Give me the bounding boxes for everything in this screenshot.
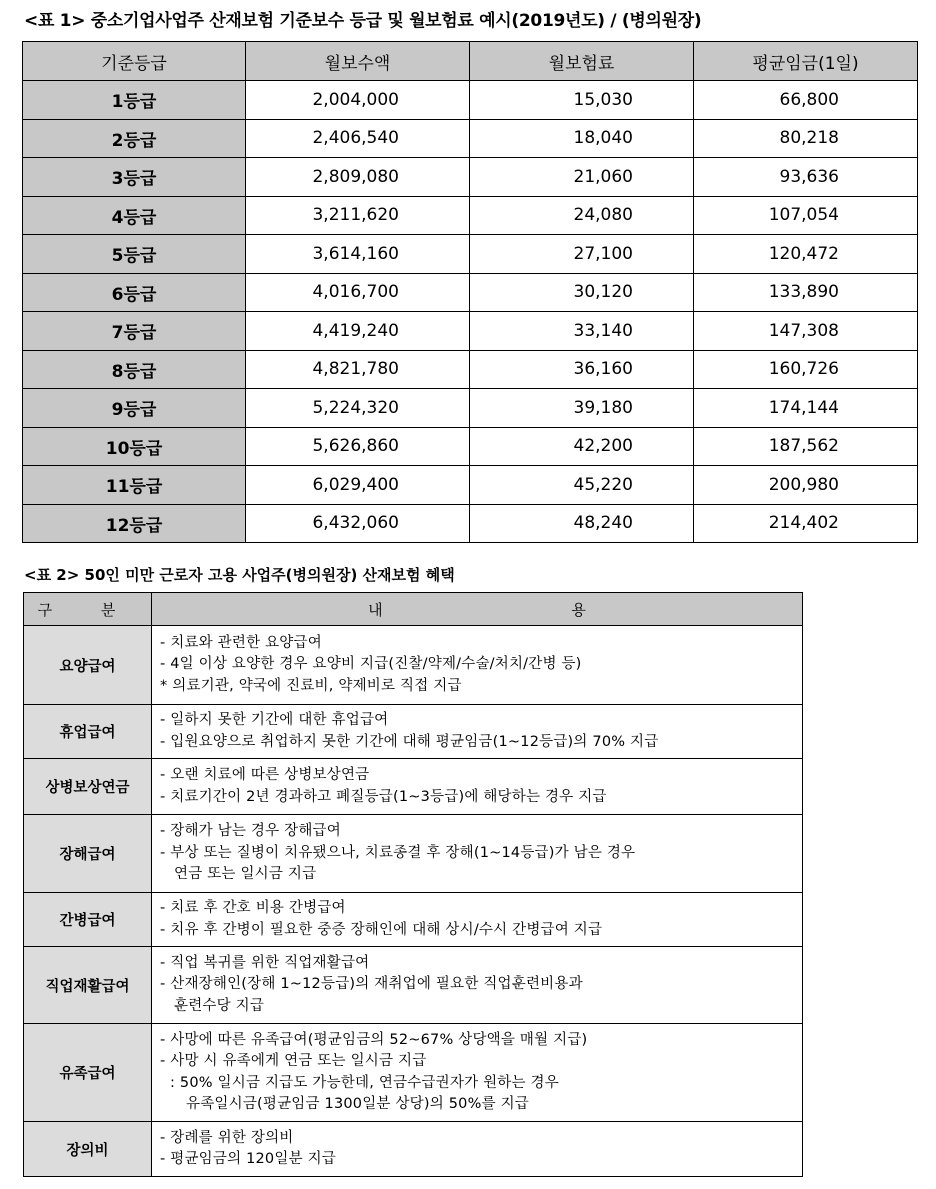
description-line: - 사망에 따른 유족급여(평균임금의 52~67% 상당액을 매월 지급) <box>160 1031 588 1048</box>
monthly-pay-cell: 2,004,000 <box>246 81 470 120</box>
monthly-pay-cell: 3,211,620 <box>246 196 470 235</box>
benefit-row <box>24 705 803 759</box>
benefit-row <box>24 759 803 815</box>
monthly-pay-cell: 4,419,240 <box>246 312 470 351</box>
benefit-description <box>152 626 803 705</box>
monthly-premium-cell: 42,200 <box>470 427 694 466</box>
grade-cell: 8등급 <box>23 350 246 389</box>
description-line: - 장해가 남는 경우 장해급여 <box>160 823 341 840</box>
monthly-premium-cell: 36,160 <box>470 350 694 389</box>
table1-title: <표 1> 중소기업사업주 산재보험 기준보수 등급 및 월보험료 예시(2019년도) / (병의원장) <box>24 11 702 31</box>
benefit-row <box>24 1024 803 1122</box>
grade-cell: 9등급 <box>23 389 246 428</box>
average-wage-cell: 147,308 <box>694 312 918 351</box>
average-wage-cell: 160,726 <box>694 350 918 389</box>
description-line: - 치료 후 간호 비용 간병급여 <box>160 900 346 916</box>
average-wage-cell: 174,144 <box>694 389 918 428</box>
monthly-premium-cell: 15,030 <box>470 81 694 120</box>
benefit-row <box>24 626 803 705</box>
monthly-premium-cell: 48,240 <box>470 504 694 543</box>
benefit-row <box>24 815 803 893</box>
grade-cell: 11등급 <box>23 466 246 505</box>
benefit-description <box>152 705 803 759</box>
benefit-description <box>152 947 803 1024</box>
table-row <box>23 158 918 197</box>
average-wage-cell: 80,218 <box>694 119 918 158</box>
benefit-description <box>152 893 803 947</box>
benefit-description <box>152 815 803 893</box>
grade-cell: 12등급 <box>23 504 246 543</box>
column-header-monthly-premium: 월보험료 <box>470 42 694 81</box>
monthly-pay-cell: 3,614,160 <box>246 235 470 274</box>
description-line: 연금 또는 일시금 지급 <box>174 866 317 883</box>
benefit-category: 유족급여 <box>24 1024 152 1122</box>
monthly-pay-cell: 2,809,080 <box>246 158 470 197</box>
monthly-pay-cell: 5,626,860 <box>246 427 470 466</box>
grade-cell: 1등급 <box>23 81 246 120</box>
monthly-pay-cell: 5,224,320 <box>246 389 470 428</box>
monthly-premium-cell: 18,040 <box>470 119 694 158</box>
description-line: 유족일시금(평균임금 1300일분 상당)의 50%를 지급 <box>186 1096 529 1112</box>
average-wage-cell: 93,636 <box>694 158 918 197</box>
column-header-monthly-pay: 월보수액 <box>246 42 470 81</box>
benefit-category: 장해급여 <box>24 815 152 893</box>
benefit-description <box>152 1122 803 1177</box>
description-line: - 치료와 관련한 요양급여 <box>160 634 322 651</box>
benefit-category: 직업재활급여 <box>24 947 152 1024</box>
average-wage-cell: 120,472 <box>694 235 918 274</box>
benefit-category: 상병보상연금 <box>24 759 152 815</box>
benefit-row <box>24 947 803 1024</box>
benefit-category: 간병급여 <box>24 893 152 947</box>
benefits-table <box>23 592 803 1177</box>
description-line: - 입원요양으로 취업하지 못한 기간에 대해 평균임금(1~12등급)의 70% 지급 <box>160 733 659 750</box>
description-line: - 4일 이상 요양한 경우 요양비 지급(진찰/약제/수술/처치/간병 등) <box>160 656 582 673</box>
table2-title: <표 2> 50인 미만 근로자 고용 사업주(병의원장) 산재보험 혜택 <box>24 566 455 584</box>
grade-cell: 2등급 <box>23 119 246 158</box>
description-line: - 사망 시 유족에게 연금 또는 일시금 지급 <box>160 1053 427 1069</box>
grade-cell: 10등급 <box>23 427 246 466</box>
average-wage-cell: 133,890 <box>694 273 918 312</box>
description-line: - 치유 후 간병이 필요한 중증 장해인에 대해 상시/수시 간병급여 지급 <box>160 921 603 938</box>
description-line: - 일하지 못한 기간에 대한 휴업급여 <box>160 712 389 728</box>
monthly-premium-cell: 33,140 <box>470 312 694 351</box>
average-wage-cell: 66,800 <box>694 81 918 120</box>
table-row <box>23 81 918 120</box>
grade-cell: 4등급 <box>23 196 246 235</box>
benefit-row <box>24 1122 803 1177</box>
monthly-premium-cell: 21,060 <box>470 158 694 197</box>
description-line: - 치료기간이 2년 경과하고 폐질등급(1~3등급)에 해당하는 경우 지급 <box>160 788 607 805</box>
average-wage-cell: 214,402 <box>694 504 918 543</box>
benefit-description <box>152 1024 803 1122</box>
monthly-pay-cell: 6,029,400 <box>246 466 470 505</box>
premium-grade-table <box>22 41 918 543</box>
grade-cell: 3등급 <box>23 158 246 197</box>
description-line: - 장례를 위한 장의비 <box>160 1129 294 1146</box>
table-row <box>23 427 918 466</box>
monthly-premium-cell: 27,100 <box>470 235 694 274</box>
grade-cell: 7등급 <box>23 312 246 351</box>
grade-cell: 5등급 <box>23 235 246 274</box>
description-line: - 부상 또는 질병이 치유됐으나, 치료종결 후 장해(1~14등급)가 남은 경우 <box>160 844 636 861</box>
monthly-pay-cell: 6,432,060 <box>246 504 470 543</box>
table-row <box>23 312 918 351</box>
description-line: 훈련수당 지급 <box>174 997 265 1014</box>
average-wage-cell: 187,562 <box>694 427 918 466</box>
table-row <box>23 504 918 543</box>
table-row <box>23 350 918 389</box>
monthly-premium-cell: 45,220 <box>470 466 694 505</box>
table-header-row <box>23 42 918 81</box>
table-row <box>23 119 918 158</box>
monthly-premium-cell: 24,080 <box>470 196 694 235</box>
table-row <box>23 389 918 428</box>
column-header-average-wage: 평균임금(1일) <box>694 42 918 81</box>
monthly-pay-cell: 2,406,540 <box>246 119 470 158</box>
table-row <box>23 273 918 312</box>
column-header-content: 내 용 <box>152 593 803 626</box>
table-header-row <box>24 593 803 626</box>
benefit-category: 휴업급여 <box>24 705 152 759</box>
benefit-description <box>152 759 803 815</box>
table-row <box>23 466 918 505</box>
average-wage-cell: 107,054 <box>694 196 918 235</box>
column-header-category: 구 분 <box>24 593 152 626</box>
average-wage-cell: 200,980 <box>694 466 918 505</box>
description-line: - 직업 복귀를 위한 직업재활급여 <box>160 954 370 971</box>
monthly-premium-cell: 39,180 <box>470 389 694 428</box>
description-line: : 50% 일시금 지급도 가능한데, 연금수급권자가 원하는 경우 <box>170 1074 559 1091</box>
description-line: - 평균임금의 120일분 지급 <box>160 1151 336 1167</box>
monthly-pay-cell: 4,016,700 <box>246 273 470 312</box>
monthly-pay-cell: 4,821,780 <box>246 350 470 389</box>
benefit-category: 요양급여 <box>24 626 152 705</box>
description-line: * 의료기관, 약국에 진료비, 약제비로 직접 지급 <box>160 677 462 694</box>
benefit-row <box>24 893 803 947</box>
description-line: - 산재장해인(장해 1~12등급)의 재취업에 필요한 직업훈련비용과 <box>160 976 583 993</box>
grade-cell: 6등급 <box>23 273 246 312</box>
table-row <box>23 196 918 235</box>
benefit-category: 장의비 <box>24 1122 152 1177</box>
description-line: - 오랜 치료에 따른 상병보상연금 <box>160 767 370 783</box>
column-header-grade: 기준등급 <box>23 42 246 81</box>
monthly-premium-cell: 30,120 <box>470 273 694 312</box>
table-row <box>23 235 918 274</box>
